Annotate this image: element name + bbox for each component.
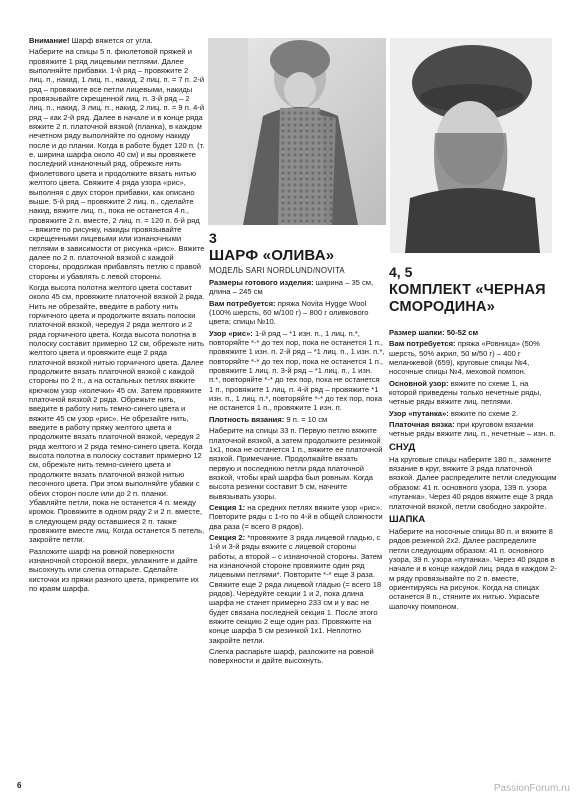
- paragraph-text: при круговом вязании четные ряды вяжите лиц. п., нечетные – изн. п.: [389, 420, 556, 439]
- paragraph: [389, 328, 557, 337]
- paragraph-text: вяжите по схеме 2.: [448, 408, 519, 418]
- paragraph-text: 9 п. = 10 см: [284, 414, 328, 424]
- paragraph-lead: Узор «путанка»:: [389, 408, 449, 418]
- column-2-text: [209, 278, 385, 668]
- hat-heading: ШАПКА: [389, 513, 426, 525]
- project-3-model: МОДЕЛЬ SARI NORDLUND/NOVITA: [209, 266, 345, 275]
- paragraph-text: вяжите по схеме 1, на которой приведены только нечетные ряды, четные ряды вяжите лиц. петлями.: [389, 378, 542, 407]
- paragraph: [29, 283, 205, 545]
- paragraph-lead: Размеры готового изделия:: [209, 278, 314, 287]
- paragraph-text: Слегка распарьте шарф, разложите на ровной поверхности и дайте высохнуть.: [209, 647, 374, 666]
- paragraph-lead: Основной узор:: [389, 378, 449, 388]
- project-45-title: КОМПЛЕКТ «ЧЕРНАЯ СМОРОДИНА»: [389, 282, 546, 315]
- paragraph-lead: Внимание!: [29, 36, 70, 45]
- paragraph: [29, 547, 205, 594]
- paragraph-text: Наберите на спицы 33 п. Первую петлю вяжите платочной вязкой, а затем продолжите резинкой 1х1, пока не останется 1 п., вяжите ее платочной вязкой. Примечание. Продолжайте вязать первую и последнюю петли ряда платочной вязкой, чтобы край шарфа был ровным. Когда высота резинки составит 5 см, начните вывязывать узоры.: [209, 426, 383, 501]
- snood-heading: СНУД: [389, 441, 416, 453]
- paragraph: [209, 426, 385, 501]
- paragraph: [209, 415, 385, 424]
- paragraph: [29, 47, 205, 281]
- project-3-title: ШАРФ «ОЛИВА»: [209, 247, 335, 264]
- paragraph-text: пряжа Novita Hygge Wool (100% шерсть, 60 м/100 г) – 800 г оливкового цвета; спицы №10.: [209, 298, 369, 327]
- paragraph-text: Шарф вяжется от угла.: [69, 36, 153, 45]
- paragraph-lead: Вам потребуется:: [389, 339, 456, 349]
- paragraph: [209, 533, 385, 645]
- paragraph-lead: Платочная вязка:: [389, 420, 455, 430]
- paragraph-text: Разложите шарф на ровной поверхности изнаночной стороной вверх, увлажните и дайте высохнуть или слегка отпарьте. Сделайте кисточки из пряжи разного цвета, прикрепите их по краям шарфа.: [29, 546, 199, 593]
- paragraph-lead: Плотность вязания:: [209, 414, 285, 424]
- paragraph: [29, 36, 205, 45]
- paragraph-text: на средних петлях вяжите узор «рис». Повторите ряды с 1-го по 4-й в общей сложности два раза (= всего 8 рядов).: [209, 502, 383, 531]
- paragraph-lead: Секция 2:: [209, 532, 246, 542]
- hat-photo: [390, 38, 552, 253]
- paragraph-lead: Секция 1:: [209, 502, 246, 512]
- column-3-text: [389, 328, 557, 613]
- paragraph-text: пряжа «Ровница» (50% шерсть, 50% акрил, 50 м/50 г) – 400 г меланжевой (659), круговые спицы №4, носочные спицы №4, меховой помпон.: [389, 339, 540, 377]
- watermark: PassionForum.ru: [493, 783, 570, 794]
- paragraph: [389, 409, 557, 418]
- paragraph-lead: Узор «рис»:: [209, 328, 253, 338]
- paragraph: [209, 299, 385, 327]
- paragraph: [209, 647, 385, 666]
- paragraph: [209, 329, 385, 413]
- page-number: 6: [17, 781, 22, 790]
- paragraph: [389, 339, 557, 376]
- paragraph-text: Когда высота полотна желтого цвета составит около 45 см, провяжите платочной вязкой 2 ряда. Нить не обрезайте, введите в работу нить горчичного цвета и продолжите вязать полоски платочной вязкой, чередуя 2 ряда желтого и 2 ряда горчичного цвета. Когда высота полотна в полоску составит примерно 12 см, обрежьте нить желтого цвета и провяжите еще 2 ряда платочной вязкой нитью горчичного цвета. Далее продолжите вязать платочной вязкой с каждой стороны по 2 п., а на остальных петлях вяжите крючком узор «колечки» 45 см. Затем провяжите платочной вязкой 2 ряда. Обрежьте нить, введите в работу нить темно-синего цвета и вяжите 45 см узор «рис». Не обрезайте нить, введите в работу пряжу желтого цвета и продолжите вязать платочной вязкой, чередуя 2 ряда желтого и 2 ряда темно-синего цвета. Когда высота полотна в полоску составит примерно 12 см, обрежьте нить темно-синего цвета и продолжите вязать платочной вязкой нитью песочного цвета. При этом выполняйте убавки с обеих сторон после или до 2 п. планки. Убавляйте петли, пока не останется 4 п. между кромок. Провяжите в одном ряду 2 и 2 п. вмeсте, в следующем ряду оставшиеся 2 п. также провяжите вместе лиц. Когда останется 5 петель, закройте петли.: [29, 282, 205, 545]
- paragraph: [209, 278, 385, 297]
- column-1-text: [29, 36, 205, 595]
- paragraph: На круговые спицы наберите 180 п., замкните вязание в круг, вяжите 3 ряда платочной вязкой. Далее распределите петли следующим образом: 41 п. основного узора, 139 п. узора «путанка». Через 40 рядов вяжите еще 3 ряда платочной вязкой, петли свободно закройте.: [389, 454, 557, 511]
- paragraph-text: ширина – 35 см, длина – 245 см: [209, 278, 374, 297]
- paragraph-lead: Вам потребуется:: [209, 298, 276, 308]
- paragraph-lead: Размер шапки: 50-52 см: [389, 328, 479, 337]
- paragraph: [389, 420, 557, 439]
- paragraph: Наберите на носочные спицы 80 п. и вяжите 8 рядов резинкой 2х2. Далее распределите петли следующим образом: 41 п. основного узора, 39 п. узора «путанка». Через 40 рядов в начале и в конце каждой лиц. ряда в каждом 2-м ряду провязывайте по 2 п. вместе, ориентируясь на рисунок. Когда на спицах останется 8 п., стяните их нитью. Украсьте шапочку помпоном.: [389, 526, 557, 611]
- project-3-number: 3: [209, 230, 217, 246]
- paragraph: [389, 379, 557, 407]
- paragraph-text: *провяжите 3 ряда лицевой гладью, с 1-й и 3-й ряды вяжите с лицевой стороны работы, а второй – с изнаночной стороны. Затем на изнаночной стороне провяжите один ряд лицевыми петлями*. Повторите *-* еще 3 раза. Свяжите еще 2 ряда лицевой гладью (= всего 18 рядов). Чередуйте секции 1 и 2, пока длина шарфа не станет примерно 233 см и у вас не будет связана последней секция 1. После этого вяжите секцию 2 еще один раз. Провяжите на конце шарфа 5 см резинкой 1х1. Неплотно закройте петли.: [209, 532, 383, 645]
- paragraph-text: 1-й ряд – *1 изн. п., 1 лиц. п.*, повторяйте *-* до тех пор, пока не останется 1 п., провяжите 1 изн. п. 2-й ряд – *1 лиц. п., 1 изн. п.*, повторяйте *-* до тех пор, пока не останется 1 п., провяжите 1 лиц. п. 3-й ряд – *1 лиц. п., 1 изн. п.*, повторяйте *-* до тех пор, пока не останется 1 п., провяжите 1 лиц. п. 4-й ряд – провяжите *1 изн. п., 1 лиц. п.*, повторяйте *-* до тех пор, пока не останется 1 п., провяжите 1 изн. п.: [209, 328, 385, 413]
- project-45-number: 4, 5: [389, 264, 413, 280]
- paragraph-text: Наберите на спицы 5 п. фиолетовой пряжей и провяжите 1 ряд лицевыми петлями. Далее выполняйте прибавки. 1-й ряд – провяжите 2 лиц. п., накид, 1 лиц. п., накид, 2 лиц. п. = 7 п. 2-й ряд – провяжите все петли лицевыми, накиды провязывайте скрещенной лиц. п. 3-й ряд – 2 лиц. п., накид, 3 лиц. п., накид, 2 лиц. п. = 9 п. 4-й ряд – как 2-й ряд. Далее в начале и в конце ряда вяжите 2 п. платочной вязкой (планка), в каждом нечетном ряду выполняйте по одному накиду после и до планки. Когда в работе будет 120 п. (т. е. ширина шарфа около 40 см) и вы провяжете последний изнаночный ряд, обрежьте нить фиолетового цвета и продолжите вязать нитью желтого цвета. Свяжите 4 ряда узора «рис», выполняя с двух сторон прибавки, как описано выше. 5-й ряд – провяжите 2 лиц. п., сделайте накид, вяжите лиц. п., пока не останется 4 п., провяжите 2 п. вместе, 2 лиц. п. = 120 п. 6-й ряд – вяжите по рисунку, накиды провязывайте скрещенными лицевыми или изнаночными петлями в зависимости от рисунка «рис». Вяжите далее по 2 п. платочной вязкой с каждой стороны, продолжая прибавлять петлю с правой стороны и убавлять с левой стороны.: [29, 47, 205, 281]
- paragraph: [209, 503, 385, 531]
- scarf-photo: [208, 38, 386, 225]
